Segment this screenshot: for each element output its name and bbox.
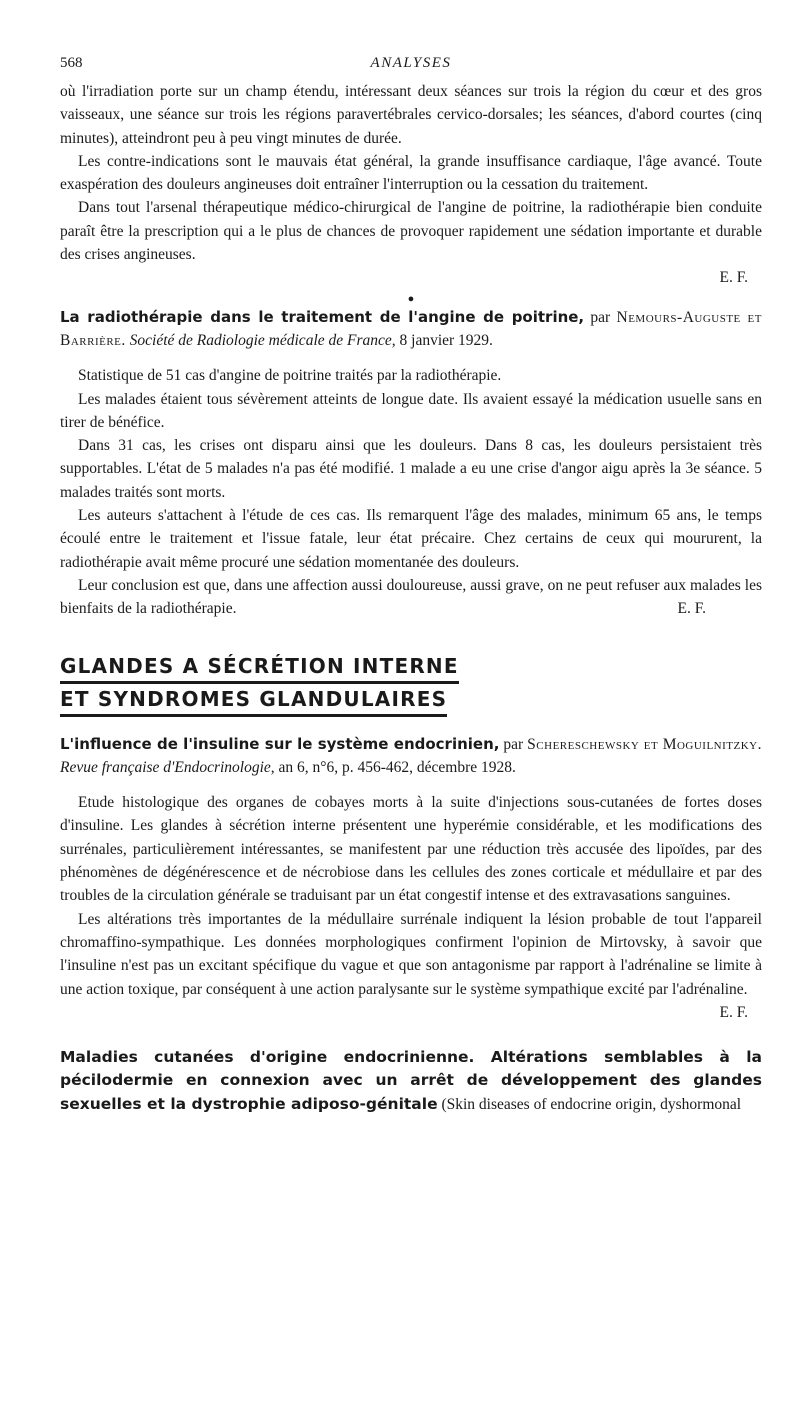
signature: E. F. (719, 1003, 748, 1021)
article-title: La radiothérapie dans le traitement de l'angine de poitrine, (60, 307, 585, 326)
running-title: ANALYSES (370, 55, 452, 71)
section-heading-line2: ET SYNDROMES GLANDULAIRES (60, 684, 447, 717)
signature: E. F. (677, 600, 706, 618)
paragraph: Les auteurs s'attachent à l'étude de ces cas. Ils remarquent l'âge des malades, minimum 65 ans, le temps écoulé entre le traitement et l'issue fatale, leur état précaire. Chez certains de ceux qui moururent, la radiothérapie avait même procuré une sédation momentanée des douleurs. (60, 507, 762, 571)
by-word: par (503, 735, 524, 753)
by-word: par (590, 308, 611, 326)
publication-reference: an 6, n°6, p. 456-462, décembre 1928. (278, 758, 516, 776)
page-header (60, 52, 762, 80)
journal-name: Revue française d'Endocrinologie, (60, 758, 275, 776)
paragraph-text: Leur conclusion est que, dans une affection aussi douloureuse, aussi grave, on ne peut refuser aux malades les bienfaits de la radiothérapie. (60, 576, 762, 618)
article-title: Maladies cutanées d'origine endocrinienne. Altérations semblables à la pécilodermie en connexion avec un arrêt de développement des glandes sexuelles et la dystrophie adiposo-génitale (60, 1048, 762, 1113)
article-title-block (60, 1046, 762, 1116)
article-angine (60, 306, 762, 621)
paragraph: Dans tout l'arsenal thérapeutique médico-chirurgical de l'angine de poitrine, la radiothérapie bien conduite paraît être la prescription qui a le plus de chances de provoquer rapidement une sédation importante et durable des crises angineuses. (60, 199, 762, 264)
article-title-english: (Skin diseases of endocrine origin, dyshormonal (441, 1095, 742, 1113)
article-title-block (60, 733, 762, 780)
paragraph: Dans 31 cas, les crises ont disparu ainsi que les douleurs. Dans 8 cas, les douleurs persistaient très supportables. L'état de 5 malades n'a pas été modifié. 1 malade a eu une crise d'angor aigu après la 3e séance. 5 malades traités sont morts. (60, 437, 762, 501)
separator-bullet: ● (407, 292, 415, 305)
section-heading (60, 651, 762, 717)
article-title: L'influence de l'insuline sur le système endocrinien, (60, 734, 500, 753)
page (60, 52, 762, 1116)
article-insuline (60, 733, 762, 1025)
signature: E. F. (719, 269, 748, 287)
paragraph: où l'irradiation porte sur un champ étendu, intéressant deux séances sur trois la région du cœur et des gros vaisseaux, une séance sur trois les régions paravertébrales cervico-dorsales; les séances, d'abord courtes (cinq minutes), atteindront peu à peu vingt minutes de durée. (60, 83, 762, 147)
article-title-block (60, 306, 762, 353)
article-authors: Nemours-Auguste et Barrière. (60, 308, 762, 349)
paragraph (60, 574, 762, 621)
journal-name: Société de Radiologie médicale de France, (129, 331, 396, 349)
paragraph: Les malades étaient tous sévèrement atteints de longue date. Ils avaient essayé la médication usuelle sans en tirer de bénéfice. (60, 390, 762, 431)
paragraph: Statistique de 51 cas d'angine de poitrine traités par la radiothérapie. (78, 367, 502, 385)
paragraph: Les contre-indications sont le mauvais état général, la grande insuffisance cardiaque, l'âge avancé. Toute exaspération des douleurs angineuses doit entraîner l'interruption ou la cessation du traitement. (60, 152, 762, 194)
paragraph: Les altérations très importantes de la médullaire surrénale indiquent la lésion probable de tout l'appareil chromaffino-sympathique. Les données morphologiques confirment l'opinion de Mirtovsky, à savoir que l'insuline n'est pas un excitant spécifique du vague et que son antagonisme par rapport à l'adrénaline se limite à une action toxique, par conséquent à une action paralysante sur le système sympathique excité par l'adrénaline. (60, 910, 762, 998)
article-maladies-cutanees (60, 1046, 762, 1116)
section-heading-line1: GLANDES A SÉCRÉTION INTERNE (60, 651, 459, 684)
article-authors: Schereschewsky et Moguilnitzky. (527, 735, 762, 753)
page-number: 568 (60, 55, 83, 71)
publication-date: 8 janvier 1929. (399, 331, 493, 349)
article-tail-radiotherapy (60, 80, 762, 290)
paragraph: Etude histologique des organes de cobayes morts à la suite d'injections sous-cutanées de fortes doses d'insuline. Les glandes à sécrétion interne présentent une hyperémie considérable, et les modifications des surrénales, particulièrement intéressantes, se manifestent par une réduction très accusée des lipoïdes, par des phénomènes de dégénérescence et de nécrobiose dans les cellules des zones corticale et médullaire et par des troubles de la circulation générale se traduisant par un état congestif intense et des extravasations sanguines. (60, 794, 762, 905)
